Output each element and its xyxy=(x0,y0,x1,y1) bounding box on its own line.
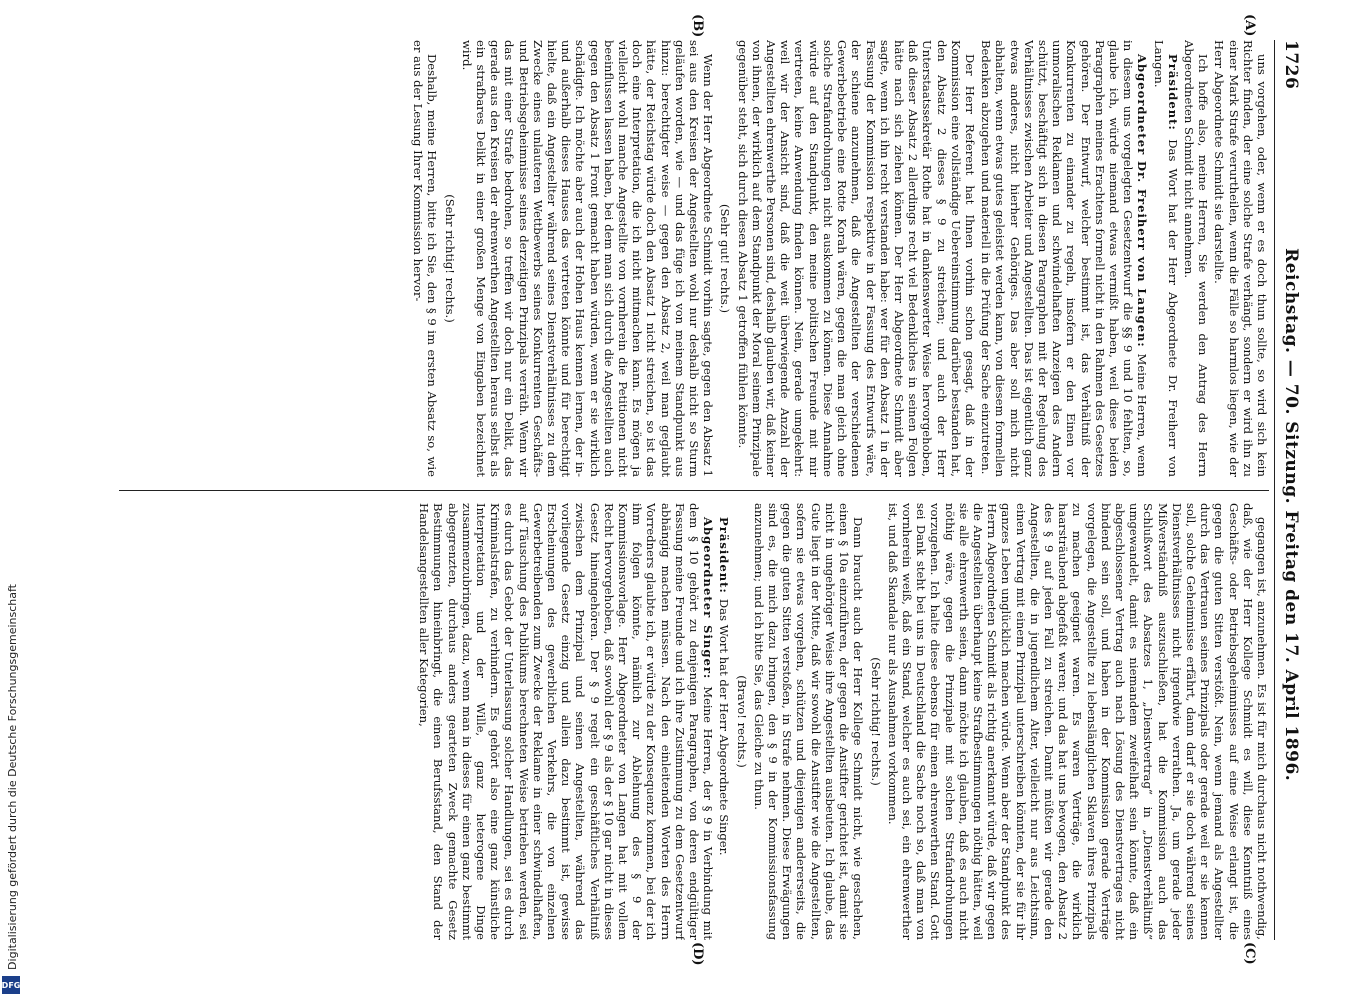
paragraph: uns vorgehen, oder, wenn er es doch thun sollte, so wird sich kein Richter finden, der eine solche Strafe verhängt, sondern er wird ihn zu einer Mark Strafe verurtheilen, wenn die Fälle so harmlos liegen, wie der Herr Abgeordnete Schmidt sie darstellte. xyxy=(1212,40,1269,477)
speaker-paragraph xyxy=(417,503,715,940)
speaker-paragraph xyxy=(717,503,731,940)
column-divider xyxy=(119,490,1269,491)
margin-marker-a: (A) xyxy=(1242,14,1257,37)
interjection: (Bravo! rechts.) xyxy=(734,675,749,768)
interjection: (Sehr gut! rechts.) xyxy=(718,203,733,314)
interjection: (Sehr richtig! rechts.) xyxy=(442,194,457,323)
speaker-name: Präsident: xyxy=(1165,54,1180,140)
speech-text: Das Wort hat der Herr Abgeordnete Singer. xyxy=(717,598,732,856)
margin-marker-d: (D) xyxy=(690,942,705,966)
speech-text: Meine Herren, der § 9 in Verbindung mit dem § 10 gehört zu denjenigen Paragraphen, von deren endgültiger Fassung meine Freunde und ich ihre Zustimmung zu dem Gesetzentwurf abhängig machen müssen. Nach den einleitenden Worten des Herrn Vorredners glaubte ich, er würde zu der Konsequenz kommen, bei der ich ihm folgen könnte, nämlich zur Ablehnung des § 9 der Kommissionsvorlage. Herr Abgeordneter von Langen hat mit vollem Recht hervorgehoben, daß sowohl der § 9 als der § 10 gar nicht in dieses Gesetz hineingehören. Der § 9 regelt ein geschäftliches Verhältniß zwischen dem Prinzipal und seinen Angestellten, während das vorliegende Gesetz einzig und allein dazu bestimmt ist, gewisse Erscheinungen des gewerblichen Verkehrs, die von einzelnen Gewerbetreibenden zum Zwecke der Reklame in einer schwindelhaften, auf Täuschung des Publikums berechneten Weise betrieben werden, sei es durch das Gebot der Unterlassung solcher Handlungen, sei es durch Kriminalstrafen, zu verhindern. Es gehört also eine ganz künstliche Interpretation und der Wille, ganz heterogene Dinge zusammenzubringen, dazu, wenn man in dieses für einen ganz bestimmt abgegrenzten, durchaus anders gearteten Zweck gemachte Gesetz Bestimmungen hineinbringt, die einen Berufsstand, den Stand der Handelsangestellten aller Kategorien, xyxy=(417,503,716,940)
left-column xyxy=(109,40,1269,477)
paragraph: Der Herr Referent hat Ihnen vorhin schon gesagt, daß in der Kommission eine vollständige Uebereinstimmung darüber bestanden hat, den Absatz 2 dieses § 9 zu streichen; und auch der Herr Unterstaatssekretär Rothe hat in dankenswerter Weise hervorgehoben, daß dieser Absatz 2 allerdings recht viel Bedenkliches in seinen Folgen hätte nach sich ziehen können. Der Herr Abgeordnete Schmidt aber sagte, wenn ich ihn recht verstanden habe: wer für den Absatz 1 in der Fassung der Kommission respektive in der Fassung des Entwurfs wäre, der schiene anzunehmen, daß die Angestellten der verschiedenen Gewerbebetriebe eine Rotte Korah wären, gegen die man gleich ohne solche Strafandrohungen nicht auskommen zu können. Diese Annahme würde auf den Standpunkt, den meine politischen Freunde mit mir vertreten, keine Anwendung finden können. Nein, gerade umgekehrt: weil wir der Ansicht sind, daß die weit überwiegende Anzahl der Angestellten ehrenwerthe Personen sind, deshalb glauben wir, daß keiner von ihnen, der wirklich auf dem Standpunkt der Moral seinem Prinzipale gegenüber steht, sich durch diesen Absatz 1 getroffen fühlen könnte. xyxy=(735,40,977,477)
speaker-name: Abgeordneter Dr. Freiherr von Langen: xyxy=(1135,54,1150,354)
paragraph: Ich hoffe also, meine Herren, Sie werden den Antrag des Herrn Abgeordneten Schmidt nicht annehmen. xyxy=(1181,40,1211,477)
speech-text: Das Wort hat der Herr Abgeordnete Dr. Freiherr von Langen. xyxy=(1151,40,1180,477)
speaker-name: Präsident: xyxy=(717,517,732,599)
paragraph: Dann braucht auch der Herr Kollege Schmidt nicht, wie geschehen, einen § 10a einzuführen, der gegen die Anstifter gerichtet ist, damit sie nicht in ungehöriger Weise ihre Angestellten ausbeuten. Ich glaube, das Gute liegt in der Mitte, daß wir sowohl die Anstifter wie die Angestellten, sofern sie etwas vorgehen, schützen und diejenigen andererseits, die gegen die guten Sitten verstoßen, in Strafe nehmen. Diese Erwägungen sind es, die mich dazu bringen, den § 9 in der Kommissionsfassung anzunehmen; und ich bitte Sie, das Gleiche zu thun. xyxy=(751,503,866,940)
margin-marker-c: (C) xyxy=(1242,942,1257,965)
paragraph: gegangen ist, anzunehmen. Es ist für mich durchaus nicht nothwendig, daß, wie der Herr Kollege Schmidt es will, diese Kenntniß eines Geschäfts- oder Betriebsgeheimnisses auf eine Weise erlangt ist, die gegen die guten Sitten verstößt. Nein, wenn jemand als Angestellter durch das Vertrauen seines Prinzipals oder gerade weil er sie kennen soll, solche Geheimnisse erfährt, dann darf er sie doch während seines Dienstverhältnisses nicht irgendwie verrathen. Ja, um gerade jeder Mißverständniß auszuschließen, hat die Kommission auch das Schlußwort des Absatzes 1, „Dienstvertrag“ in „Dienstverhältniß“ umgewandelt, damit es niemandem zweifelhaft sein könnte, daß ein abgeschlossener Vertrag auch nach Lösung des Dienstvertrages nicht bindend sein soll, und haben in der Kommission gerade Verträge vorgelegen, die Angestellte zu lebenslänglichen Sklaven ihres Prinzipals zu machen geeignet waren. Es waren Verträge, die wirklich haarsträubend abgefaßt waren; und das hat uns bewogen, den Absatz 2 des § 9 auf jeden Fall zu streichen. Damit müßten wir gerade den Angestellten, die in jugendlichem Alter, vielleicht nur aus Leichtsinn, einen Vertrag mit einem Prinzipal unterschreiben könnten, der sie für ihr ganzes Leben unglücklich machen würde. Wenn aber der Standpunkt des Herrn Abgeordneten Schmidt als richtig anerkannt würde, daß wir gegen die Angestellten überhaupt keine Strafbestimmungen nöthig hätten, weil sie alle ehrenwerth seien, dann möchte ich glauben, daß es auch nicht nöthig wäre, gegen die Prinzipale mit solchen Strafandrohungen vorzugehen. Ich halte diese ebenso für einen ehrenwerthen Stand. Gott sei Dank steht bei uns in Deutschland die Sache noch so, daß man von vornherein weiß, daß ein Stand, welcher es auch sei, ein ehrenwerther ist, und daß Skandale nur als Ausnahmen vorkommen. xyxy=(885,503,1269,940)
header-rule xyxy=(1274,40,1275,940)
dfg-logo: DFG xyxy=(2,976,20,994)
margin-marker-b: (B) xyxy=(690,14,705,38)
page-header xyxy=(1277,40,1305,940)
page-number: 1726 xyxy=(1281,40,1301,90)
paragraph: Wenn der Herr Abgeordnete Schmidt vorhin sagte, gegen den Absatz 1 sei aus den Kreisen der Angestellten wohl nur deshalb nicht so Sturm geläufen worden, wie — und das füge ich von meinem Standpunkt aus hinzu: berechtigter weise — gegen den Absatz 2, weil man geglaubt hätte, der Reichstag würde doch den Absatz 1 nicht streichen, so ist das doch eine Interpretation, die ich nicht mitmachen kann. Es mögen ja vielleicht wohl manche Angestellte von vornherein die Petitionen nicht beeinflussen lassen haben, bei dem man sich durch die Angestellten auch gegen den Absatz 1 Front gemacht haben würden, wenn er sie wirklich schädigte. Ich möchte aber auch der Hohen Haus kennen lernen, der in- und außerhalb dieses Hauses das vertreten könnte und für berechtigt hielte, daß ein Angestellter während seines Dienstverhältnisses zu dem Zwecke eines unlauteren Wettbewerbs seines Konkurrenten Geschäfts- und Betriebsgeheimnisse seines derzeitigen Prinzipals verräth. Wenn wir das mit einer Strafe bedrohen, so treffen wir doch nur ein Delikt, das gerade aus den Kreisen der ehrenwerthen Angestellten heraus selbst als ein strafbares Delikt in einer großen Menge von Eingaben bezeichnet wird. xyxy=(459,40,716,477)
speaker-paragraph xyxy=(1151,40,1179,477)
interjection: (Sehr richtig! rechts.) xyxy=(868,657,883,786)
document-page xyxy=(65,14,1305,966)
speaker-paragraph xyxy=(979,40,1149,477)
speaker-name: Abgeordneter Singer: xyxy=(701,517,716,687)
paragraph: Deshalb, meine Herren, bitte ich Sie, den § 9 im ersten Absatz so, wie er aus der Lesung Ihrer Kommission hervor- xyxy=(411,40,440,477)
right-column xyxy=(109,503,1269,940)
digitization-credit: Digitalisierung gefördert durch die Deutsche Forschungsgemeinschaft xyxy=(6,584,19,970)
page-running-title: Reichstag. — 70. Sitzung. Freitag den 17. April 1896. xyxy=(1281,248,1301,782)
speech-text: Meine Herren, wenn in diesem uns vorgelegten Gesetzentwurf die §§ 9 und 10 fehlten, so, glaube ich, würde niemand etwas vermißt haben, weil diese beiden Paragraphen meines Erachtens formell nicht in den Rahmen des Gesetzes gehören. Der Entwurf, welcher bestimmt ist, das Verhältniß der Konkurrenten zu einander zu regeln, insofern er den Einen vor unmoralischen Reklamen und schwindelhaften Anzeigen des Andern schützt, beschäftigt sich in diesen Paragraphen mit der Regelung des Verhältnisses zwischen Arbeiter und Angestellten. Das ist eigentlich ganz etwas anderes, nicht hierher Gehöriges. Das aber soll mich nicht abhalten, wenn etwas gutes geleistet werden kann, von diesem formellen Bedenken abzugehen und materiell in die Prüfung der Sache einzutreten. xyxy=(979,40,1150,477)
